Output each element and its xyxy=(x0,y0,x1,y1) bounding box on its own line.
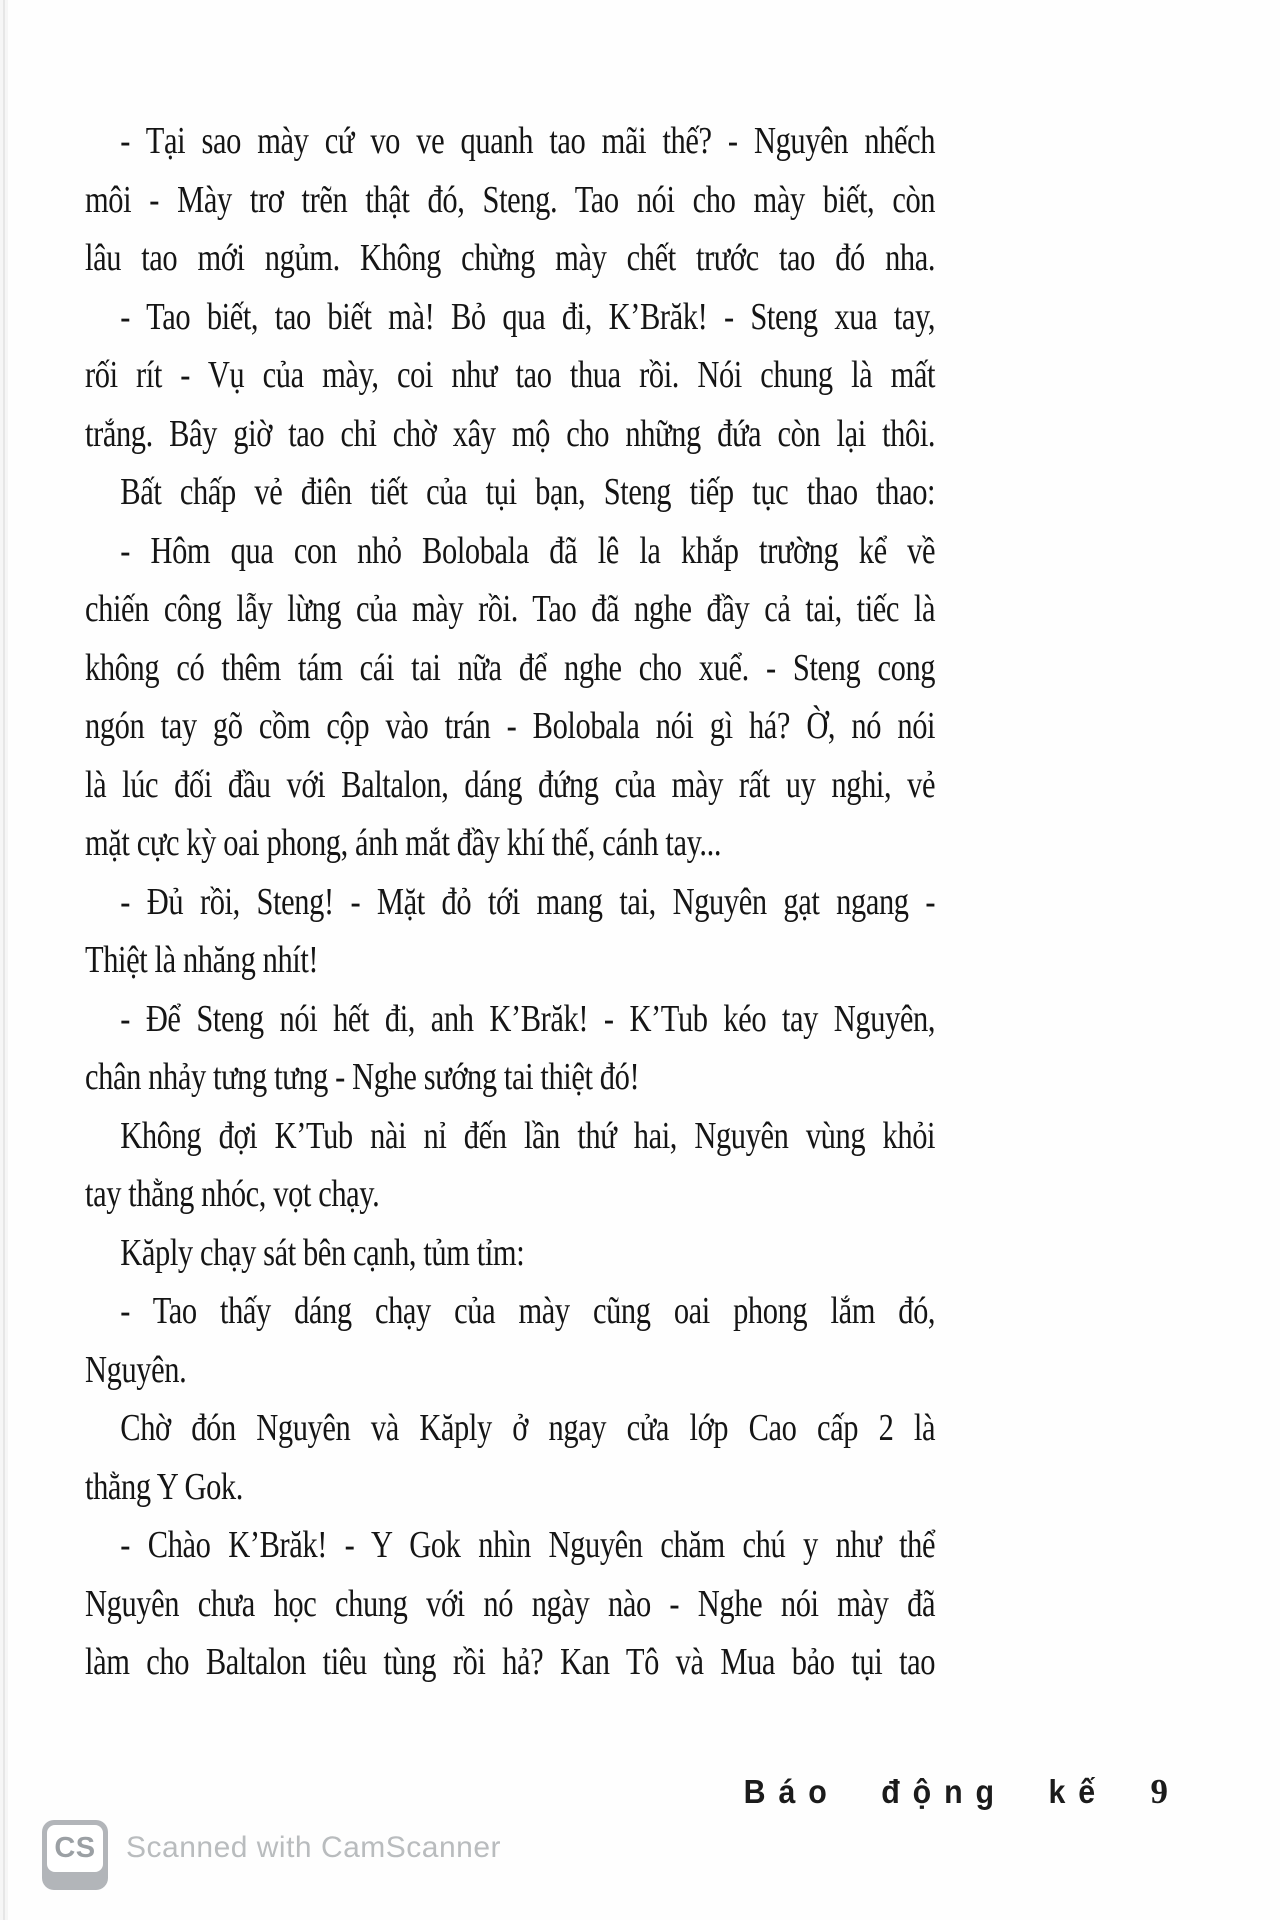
text-line: Nguyên chưa học chung với nó ngày nào - Nghe nói mày đã xyxy=(85,1582,936,1625)
text-line: lâu tao mới ngủm. Không chừng mày chết trước tao đó nha. xyxy=(85,237,936,279)
text-line: Nguyên. xyxy=(85,1348,187,1391)
text-line: - Để Steng nói hết đi, anh K’Brăk! - K’Tub kéo tay Nguyên, xyxy=(120,997,936,1040)
text-line: - Đủ rồi, Steng! - Mặt đỏ tới mang tai, Nguyên gạt ngang - xyxy=(120,880,936,923)
text-line: ngón tay gõ cồm cộp vào trán - Bolobala nói gì há? Ờ, nó nói xyxy=(85,705,936,747)
text-line: môi - Mày trơ trẽn thật đó, Steng. Tao nói cho mày biết, còn xyxy=(85,178,936,221)
text-line: Thiệt là nhăng nhít! xyxy=(85,939,319,981)
camscanner-watermark xyxy=(42,1820,501,1890)
text-line: - Tao thấy dáng chạy của mày cũng oai phong lắm đó, xyxy=(120,1290,936,1332)
camscanner-logo-text: CS xyxy=(47,1825,103,1872)
chapter-title: Báo động kế xyxy=(744,1773,1109,1810)
text-line: Bất chấp vẻ điên tiết của tụi bạn, Steng tiếp tục thao thao: xyxy=(120,471,936,513)
text-line: không có thêm tám cái tai nữa để nghe cho xuể. - Steng cong xyxy=(85,646,936,689)
text-line: Không đợi K’Tub nài nỉ đến lần thứ hai, Nguyên vùng khỏi xyxy=(120,1114,936,1157)
page-number: 9 xyxy=(1150,1772,1168,1811)
scan-edge-line xyxy=(3,0,5,1920)
text-line: là lúc đối đầu với Baltalon, dáng đứng của mày rất uy nghi, vẻ xyxy=(85,763,936,806)
text-line: mặt cực kỳ oai phong, ánh mắt đầy khí thế, cánh tay... xyxy=(85,822,722,864)
text-line: thằng Y Gok. xyxy=(85,1465,243,1508)
running-footer xyxy=(712,1772,1168,1812)
text-line: tay thằng nhóc, vọt chạy. xyxy=(85,1173,380,1215)
text-line: rối rít - Vụ của mày, coi như tao thua rồi. Nói chung là mất xyxy=(85,354,936,396)
text-line: - Hôm qua con nhỏ Bolobala đã lê la khắp trường kể về xyxy=(120,529,936,572)
text-line: Chờ đón Nguyên và Kăply ở ngay cửa lớp Cao cấp 2 là xyxy=(120,1407,936,1449)
text-line: trắng. Bây giờ tao chỉ chờ xây mộ cho những đứa còn lại thôi. xyxy=(85,412,936,455)
text-line: - Chào K’Brăk! - Y Gok nhìn Nguyên chăm chú y như thể xyxy=(120,1524,936,1566)
text-line: chiến công lẫy lừng của mày rồi. Tao đã nghe đầy cả tai, tiếc là xyxy=(85,588,936,630)
text-line: làm cho Baltalon tiêu tùng rồi hả? Kan Tô và Mua bảo tụi tao xyxy=(85,1641,936,1683)
watermark-label: Scanned with CamScanner xyxy=(126,1831,502,1864)
text-line: - Tại sao mày cứ vo ve quanh tao mãi thế? - Nguyên nhếch xyxy=(120,120,936,162)
text-block xyxy=(85,112,945,1692)
text-line: chân nhảy tưng tưng - Nghe sướng tai thiệt đó! xyxy=(85,1056,640,1098)
text-line: Kăply chạy sát bên cạnh, tủm tỉm: xyxy=(120,1231,525,1274)
camscanner-logo-icon xyxy=(42,1820,108,1890)
text-line: - Tao biết, tao biết mà! Bỏ qua đi, K’Brăk! - Steng xua tay, xyxy=(120,295,936,338)
